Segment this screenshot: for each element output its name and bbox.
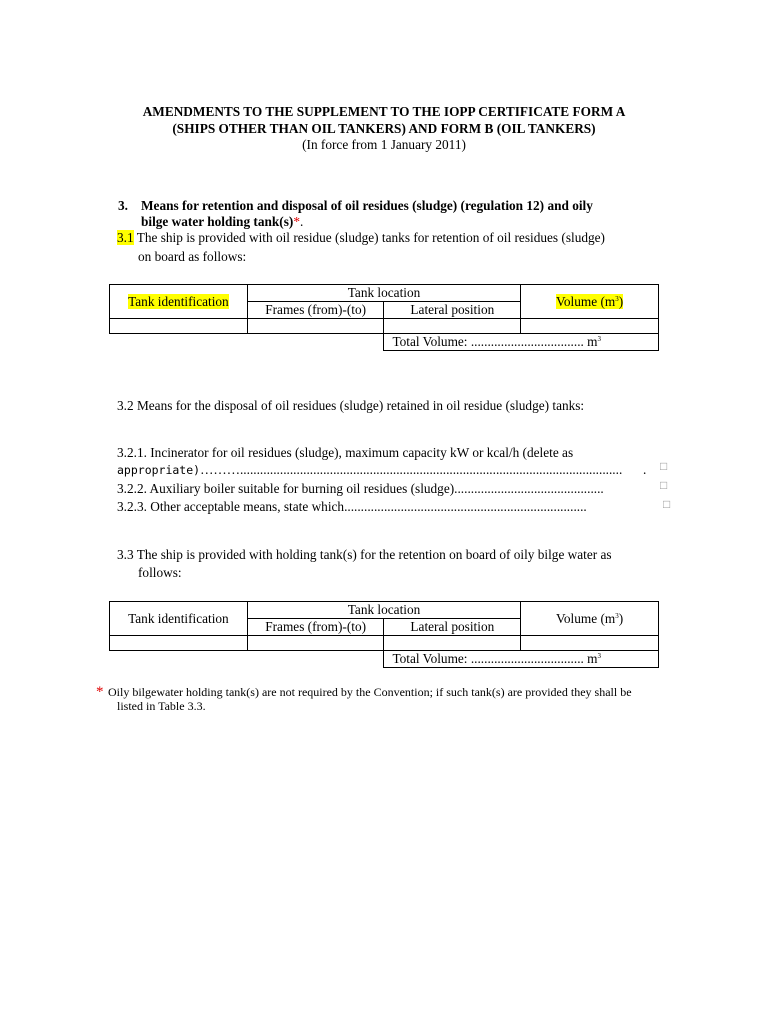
t1-cell-id — [110, 319, 248, 334]
t1-frames-header: Frames (from)-(to) — [247, 302, 384, 319]
header-title-line2: (SHIPS OTHER THAN OIL TANKERS) AND FORM B (OIL TANKERS) — [172, 121, 596, 136]
section3-title-end: . — [299, 214, 304, 229]
t2-tank-identification-header: Tank identification — [110, 602, 248, 636]
s3-2-1-line2 — [117, 462, 645, 478]
t2-cell-volume — [521, 636, 659, 651]
s3-3-line1: 3.3 The ship is provided with holding tank(s) for the retention on board of oily bilge water as — [117, 547, 612, 562]
t1-lateral-header: Lateral position — [384, 302, 521, 319]
section3-title-line2-text: bilge water holding tank(s) — [141, 214, 294, 229]
t2-cell-lateral — [384, 636, 521, 651]
t2-empty-total-area — [110, 651, 384, 668]
s3-2-1-dots: ………................................................................................................................... — [200, 462, 623, 477]
section3-title-line2 — [141, 214, 303, 230]
s3-2-2-checkbox[interactable]: □ — [660, 478, 668, 492]
t2-frames-header: Frames (from)-(to) — [247, 619, 384, 636]
s3-2-1-period: . — [643, 462, 647, 477]
t1-volume-header: Volume $(m^3)$ — [521, 285, 659, 319]
s3-1-number: 3.1 — [117, 230, 134, 245]
t2-cell-id — [110, 636, 248, 651]
section3-asterisk: * — [293, 214, 300, 229]
s3-2-heading: 3.2 Means for the disposal of oil residues (sludge) retained in oil residue (sludge) tanks: — [117, 398, 585, 413]
s3-2-1-appropriate: appropriate) — [117, 463, 201, 477]
oil-residue-tanks-table — [109, 284, 659, 351]
t1-cell-volume — [521, 319, 659, 334]
s3-2-3-item: 3.2.3. Other acceptable means, state which......................................................................... — [117, 499, 587, 514]
t1-tank-location-header: Tank location — [247, 285, 520, 302]
s3-2-3-checkbox[interactable]: □ — [663, 497, 671, 511]
s3-1-text: The ship is provided with oil residue (sludge) tanks for retention of oil residues (sludge) — [136, 230, 605, 245]
s3-2-1-checkbox[interactable]: □ — [660, 459, 668, 473]
t2-lateral-header: Lateral position — [384, 619, 521, 636]
t2-volume-header: Volume $(m^3)$ — [521, 602, 659, 636]
header-title-line1: AMENDMENTS TO THE SUPPLEMENT TO THE IOPP CERTIFICATE FORM A — [142, 104, 626, 119]
footnote-line1: Oily bilgewater holding tank(s) are not required by the Convention; if such tank(s) are provided they shall be — [108, 685, 632, 699]
bilge-water-tanks-table — [109, 601, 659, 668]
t1-cell-frames — [247, 319, 384, 334]
s3-2-1-line1: 3.2.1. Incinerator for oil residues (sludge), maximum capacity kW or kcal/h (delete as — [117, 445, 574, 460]
footnote-line2: listed in Table 3.3. — [117, 699, 206, 713]
section3-title-line1: Means for retention and disposal of oil residues (sludge) (regulation 12) and oily — [141, 198, 593, 213]
t1-empty-total-area — [110, 334, 384, 351]
t2-tank-location-header: Tank location — [247, 602, 520, 619]
s3-1-line1 — [117, 230, 605, 246]
section3-number: 3. — [118, 198, 128, 213]
t2-total-volume: Total Volume: .................................. $m^3$ — [384, 651, 659, 668]
footnote-asterisk: * — [96, 684, 104, 700]
s3-2-2-item: 3.2.2. Auxiliary boiler suitable for burning oil residues (sludge)............................................. — [117, 481, 604, 496]
t1-tank-identification-header: Tank identification — [110, 285, 248, 319]
header-in-force: (In force from 1 January 2011) — [302, 137, 466, 152]
s3-3-line2: follows: — [138, 565, 182, 580]
t2-cell-frames — [247, 636, 384, 651]
t1-cell-lateral — [384, 319, 521, 334]
s3-1-line2: on board as follows: — [138, 249, 247, 264]
t1-total-volume: Total Volume: .................................. $m^3$ — [384, 334, 659, 351]
